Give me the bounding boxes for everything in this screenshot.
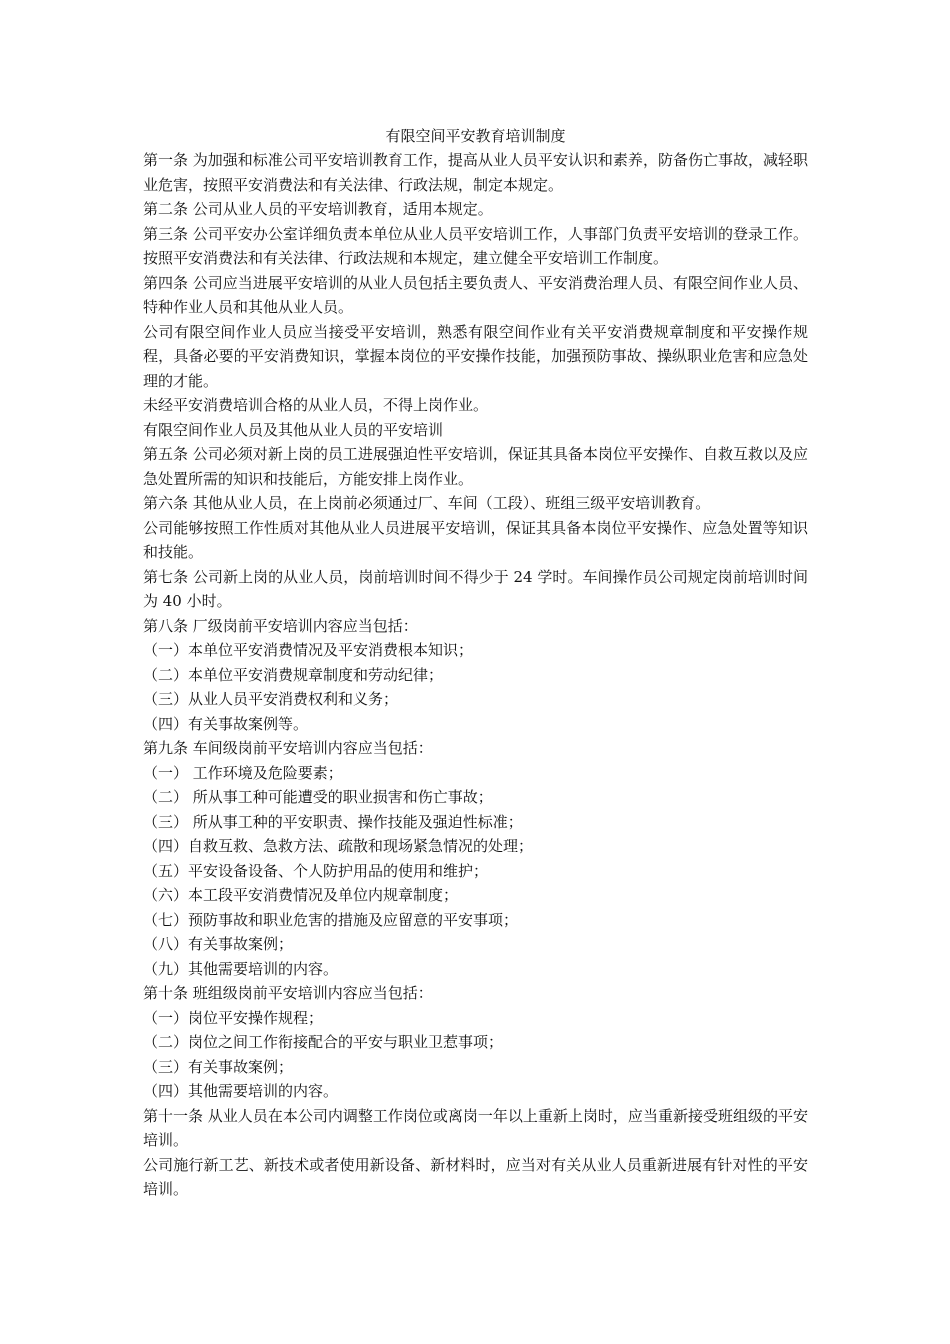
paragraph: 第二条 公司从业人员的平安培训教育，适用本规定。 — [143, 200, 493, 218]
list-item: （二） 所从事工种可能遭受的职业损害和伤亡事故； — [143, 788, 493, 806]
list-item: （五）平安设备设备、个人防护用品的使用和维护； — [143, 861, 489, 880]
list-item: （一） 工作环境及危险要素； — [143, 763, 343, 782]
paragraph: 第三条 公司平安办公室详细负责本单位从业人员平安培训工作，人事部门负责平安培训的登录工作。按照平安消费法和有关法律、行政法规和本规定，建立健全平安培训工作制度。 — [143, 224, 808, 267]
list-item: （四）有关事故案例等。 — [143, 714, 309, 733]
paragraph: 未经平安消费培训合格的从业人员，不得上岗作业。 — [143, 396, 489, 414]
paragraph: 第十一条 从业人员在本公司内调整工作岗位或离岗一年以上重新上岗时，应当重新接受班组级的平安培训。 — [143, 1106, 808, 1149]
paragraph: 公司有限空间作业人员应当接受平安培训，熟悉有限空间作业有关平安消费规章制度和平安操作规程，具备必要的平安消费知识，掌握本岗位的平安操作技能，加强预防事故、操纵职业危害和应急处理的才能。 — [143, 322, 808, 390]
list-item: （三）从业人员平安消费权利和义务； — [143, 690, 399, 708]
document-body — [143, 124, 808, 1202]
list-item: （二）岗位之间工作衔接配合的平安与职业卫惹事项； — [143, 1033, 504, 1051]
list-item: （二）本单位平安消费规章制度和劳动纪律； — [143, 665, 444, 684]
section-heading: 有限空间作业人员及其他从业人员的平安培训 — [143, 420, 444, 439]
document-title: 有限空间平安教育培训制度 — [385, 127, 566, 145]
list-item: （六）本工段平安消费情况及单位内规章制度； — [143, 886, 459, 904]
paragraph: 第四条 公司应当进展平安培训的从业人员包括主要负责人、平安消费治理人员、有限空间作业人员、特种作业人员和其他从业人员。 — [143, 273, 808, 316]
list-item: （三） 所从事工种的平安职责、操作技能及强迫性标准； — [143, 812, 523, 831]
list-item: （四）其他需要培训的内容。 — [143, 1082, 339, 1100]
list-item: （九）其他需要培训的内容。 — [143, 959, 339, 978]
list-item: （一）岗位平安操作规程； — [143, 1008, 324, 1027]
paragraph: 第七条 公司新上岗的从业人员，岗前培训时间不得少于 24 学时。车间操作员公司规定岗前培训时间为 40 小时。 — [143, 567, 808, 610]
paragraph: 公司施行新工艺、新技术或者使用新设备、新材料时，应当对有关从业人员重新进展有针对性的平安培训。 — [143, 1155, 808, 1198]
list-item: （三）有关事故案例； — [143, 1057, 294, 1076]
list-item: （一）本单位平安消费情况及平安消费根本知识； — [143, 641, 474, 659]
paragraph: 第一条 为加强和标准公司平安培训教育工作，提高从业人员平安认识和素养，防备伤亡事故，减轻职业危害，按照平安消费法和有关法律、行政法规，制定本规定。 — [143, 151, 808, 194]
paragraph: 第十条 班组级岗前平安培训内容应当包括： — [143, 984, 433, 1002]
list-item: （四）自救互救、急救方法、疏散和现场紧急情况的处理； — [143, 837, 534, 855]
list-item: （八）有关事故案例； — [143, 935, 294, 953]
paragraph: 第六条 其他从业人员，在上岗前必须通过厂、车间（工段）、班组三级平安培训教育。 — [143, 494, 711, 512]
paragraph: 公司能够按照工作性质对其他从业人员进展平安培训，保证其具备本岗位平安操作、应急处置等知识和技能。 — [143, 518, 808, 561]
paragraph: 第九条 车间级岗前平安培训内容应当包括： — [143, 739, 433, 757]
list-item: （七）预防事故和职业危害的措施及应留意的平安事项； — [143, 910, 519, 929]
paragraph: 第五条 公司必须对新上岗的员工进展强迫性平安培训，保证其具备本岗位平安操作、自救互救以及应急处置所需的知识和技能后，方能安排上岗作业。 — [143, 445, 808, 488]
paragraph: 第八条 厂级岗前平安培训内容应当包括： — [143, 616, 418, 635]
